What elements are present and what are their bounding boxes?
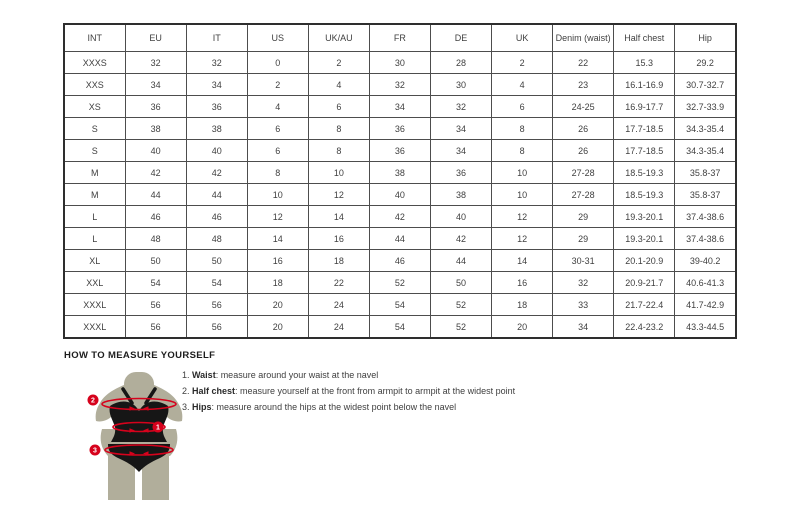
size-cell: 44 (369, 228, 430, 250)
size-cell: 17.7-18.5 (614, 140, 675, 162)
column-header: INT (64, 24, 125, 52)
size-cell: 18.5-19.3 (614, 184, 675, 206)
size-row (64, 316, 736, 339)
size-cell: 29 (553, 228, 614, 250)
size-cell: 54 (125, 272, 186, 294)
size-cell: 43.3-44.5 (675, 316, 736, 339)
size-cell: 36 (369, 118, 430, 140)
size-cell: XXXL (64, 316, 125, 339)
size-row (64, 96, 736, 118)
size-cell: 10 (492, 184, 553, 206)
size-cell: 27-28 (553, 162, 614, 184)
size-cell: 20.9-21.7 (614, 272, 675, 294)
size-cell: 32.7-33.9 (675, 96, 736, 118)
size-cell: 18 (247, 272, 308, 294)
size-cell: 28 (430, 52, 491, 74)
size-cell: 8 (492, 140, 553, 162)
size-cell: 24-25 (553, 96, 614, 118)
size-cell: 46 (125, 206, 186, 228)
size-cell: 32 (430, 96, 491, 118)
measure-step (182, 402, 515, 412)
size-row (64, 272, 736, 294)
size-cell: 19.3-20.1 (614, 206, 675, 228)
badge-waist-number: 1 (156, 424, 160, 432)
size-cell: 37.4-38.6 (675, 206, 736, 228)
column-header: IT (186, 24, 247, 52)
size-cell: L (64, 206, 125, 228)
size-cell: 10 (492, 162, 553, 184)
size-cell: 16.9-17.7 (614, 96, 675, 118)
size-row (64, 140, 736, 162)
size-cell: 48 (125, 228, 186, 250)
size-cell: 34 (186, 74, 247, 96)
size-cell: 17.7-18.5 (614, 118, 675, 140)
measure-step (182, 386, 515, 396)
size-cell: 2 (492, 52, 553, 74)
size-cell: 21.7-22.4 (614, 294, 675, 316)
size-cell: 38 (186, 118, 247, 140)
size-cell: 38 (430, 184, 491, 206)
size-cell: 32 (369, 74, 430, 96)
size-cell: 54 (186, 272, 247, 294)
size-cell: 20 (247, 316, 308, 339)
size-cell: 56 (186, 316, 247, 339)
size-cell: 40 (430, 206, 491, 228)
size-cell: 39-40.2 (675, 250, 736, 272)
size-cell: XS (64, 96, 125, 118)
size-cell: 12 (308, 184, 369, 206)
size-cell: 18.5-19.3 (614, 162, 675, 184)
size-cell: 40 (186, 140, 247, 162)
size-cell: 50 (186, 250, 247, 272)
size-cell: 34.3-35.4 (675, 140, 736, 162)
size-cell: XXL (64, 272, 125, 294)
size-cell: 23 (553, 74, 614, 96)
size-cell: 0 (247, 52, 308, 74)
size-cell: M (64, 162, 125, 184)
size-row (64, 118, 736, 140)
column-header: Half chest (614, 24, 675, 52)
size-cell: XXXL (64, 294, 125, 316)
column-header: UK/AU (308, 24, 369, 52)
size-cell: XXS (64, 74, 125, 96)
step-text: : measure around the hips at the widest point below the navel (211, 402, 457, 412)
size-cell: 38 (369, 162, 430, 184)
size-cell: 26 (553, 140, 614, 162)
size-chart-table (63, 23, 737, 339)
size-cell: 32 (553, 272, 614, 294)
size-cell: 8 (308, 140, 369, 162)
size-cell: 29 (553, 206, 614, 228)
step-text: : measure yourself at the front from armpit to armpit at the widest point (235, 386, 516, 396)
size-cell: 8 (492, 118, 553, 140)
size-cell: 50 (430, 272, 491, 294)
size-cell: 20 (492, 316, 553, 339)
size-cell: 34 (125, 74, 186, 96)
size-cell: 14 (247, 228, 308, 250)
size-cell: 4 (492, 74, 553, 96)
size-cell: 32 (186, 52, 247, 74)
size-cell: 34 (430, 140, 491, 162)
size-cell: 35.8-37 (675, 184, 736, 206)
size-cell: 6 (308, 96, 369, 118)
size-cell: 14 (492, 250, 553, 272)
size-cell: 19.3-20.1 (614, 228, 675, 250)
size-cell: 40.6-41.3 (675, 272, 736, 294)
size-cell: 6 (247, 118, 308, 140)
size-chart-body (64, 52, 736, 339)
size-cell: 42 (125, 162, 186, 184)
size-cell: 10 (308, 162, 369, 184)
size-cell: 52 (430, 316, 491, 339)
size-cell: 56 (186, 294, 247, 316)
size-cell: 34 (430, 118, 491, 140)
badge-half-chest-number: 2 (91, 397, 95, 405)
size-cell: 27-28 (553, 184, 614, 206)
header-row (64, 24, 736, 52)
size-cell: 42 (186, 162, 247, 184)
step-number: 3. (182, 402, 193, 412)
size-cell: 12 (247, 206, 308, 228)
size-cell: 8 (247, 162, 308, 184)
step-term: Waist (192, 370, 216, 380)
size-cell: 56 (125, 316, 186, 339)
size-row (64, 294, 736, 316)
size-cell: 37.4-38.6 (675, 228, 736, 250)
step-number: 2. (182, 386, 193, 396)
column-header: US (247, 24, 308, 52)
column-header: DE (430, 24, 491, 52)
size-cell: XXXS (64, 52, 125, 74)
size-cell: S (64, 118, 125, 140)
size-cell: 24 (308, 316, 369, 339)
size-cell: 34 (553, 316, 614, 339)
badge-hips-number: 3 (93, 447, 97, 455)
size-cell: 2 (308, 52, 369, 74)
size-cell: 16 (308, 228, 369, 250)
size-cell: 12 (492, 228, 553, 250)
size-row (64, 52, 736, 74)
size-cell: 14 (308, 206, 369, 228)
size-cell: 50 (125, 250, 186, 272)
size-cell: L (64, 228, 125, 250)
size-cell: 30-31 (553, 250, 614, 272)
size-cell: 32 (125, 52, 186, 74)
size-cell: 40 (125, 140, 186, 162)
size-row (64, 250, 736, 272)
size-cell: 36 (186, 96, 247, 118)
size-cell: 22 (553, 52, 614, 74)
size-cell: 4 (308, 74, 369, 96)
size-cell: 22 (308, 272, 369, 294)
size-cell: S (64, 140, 125, 162)
size-cell: 36 (125, 96, 186, 118)
size-cell: 41.7-42.9 (675, 294, 736, 316)
size-cell: 46 (186, 206, 247, 228)
measure-steps-list (182, 370, 515, 418)
size-row (64, 206, 736, 228)
size-cell: 46 (369, 250, 430, 272)
size-cell: 16.1-16.9 (614, 74, 675, 96)
size-cell: 15.3 (614, 52, 675, 74)
size-cell: 34.3-35.4 (675, 118, 736, 140)
size-cell: 56 (125, 294, 186, 316)
size-cell: 18 (492, 294, 553, 316)
column-header: EU (125, 24, 186, 52)
size-cell: 20.1-20.9 (614, 250, 675, 272)
size-cell: 8 (308, 118, 369, 140)
size-cell: 12 (492, 206, 553, 228)
size-cell: 36 (369, 140, 430, 162)
column-header: Hip (675, 24, 736, 52)
step-text: : measure around your waist at the navel (215, 370, 379, 380)
size-cell: 30 (430, 74, 491, 96)
column-header: FR (369, 24, 430, 52)
size-cell: 35.8-37 (675, 162, 736, 184)
measure-guide-title: HOW TO MEASURE YOURSELF (64, 350, 216, 361)
step-term: Hips (192, 402, 212, 412)
size-cell: 34 (369, 96, 430, 118)
size-cell: 54 (369, 316, 430, 339)
size-cell: 33 (553, 294, 614, 316)
step-term: Half chest (192, 386, 236, 396)
size-cell: 54 (369, 294, 430, 316)
size-row (64, 74, 736, 96)
size-cell: 24 (308, 294, 369, 316)
size-cell: 29.2 (675, 52, 736, 74)
size-cell: 2 (247, 74, 308, 96)
size-cell: 44 (430, 250, 491, 272)
size-row (64, 228, 736, 250)
size-cell: 4 (247, 96, 308, 118)
size-chart-header (64, 24, 736, 52)
size-cell: M (64, 184, 125, 206)
size-cell: 30 (369, 52, 430, 74)
size-cell: 10 (247, 184, 308, 206)
size-cell: 44 (186, 184, 247, 206)
mannequin-figure (78, 369, 198, 502)
measure-step (182, 370, 515, 380)
size-row (64, 162, 736, 184)
size-cell: 16 (492, 272, 553, 294)
size-cell: 20 (247, 294, 308, 316)
column-header: UK (492, 24, 553, 52)
size-cell: 18 (308, 250, 369, 272)
size-cell: 26 (553, 118, 614, 140)
size-cell: 6 (492, 96, 553, 118)
size-cell: 22.4-23.2 (614, 316, 675, 339)
column-header: Denim (waist) (553, 24, 614, 52)
size-cell: 52 (369, 272, 430, 294)
step-number: 1. (182, 370, 193, 380)
size-cell: 42 (369, 206, 430, 228)
size-cell: 48 (186, 228, 247, 250)
size-cell: 44 (125, 184, 186, 206)
size-row (64, 184, 736, 206)
size-cell: 40 (369, 184, 430, 206)
size-cell: 30.7-32.7 (675, 74, 736, 96)
size-cell: 36 (430, 162, 491, 184)
size-cell: 38 (125, 118, 186, 140)
size-cell: 52 (430, 294, 491, 316)
size-cell: 6 (247, 140, 308, 162)
size-cell: XL (64, 250, 125, 272)
size-cell: 42 (430, 228, 491, 250)
size-cell: 16 (247, 250, 308, 272)
